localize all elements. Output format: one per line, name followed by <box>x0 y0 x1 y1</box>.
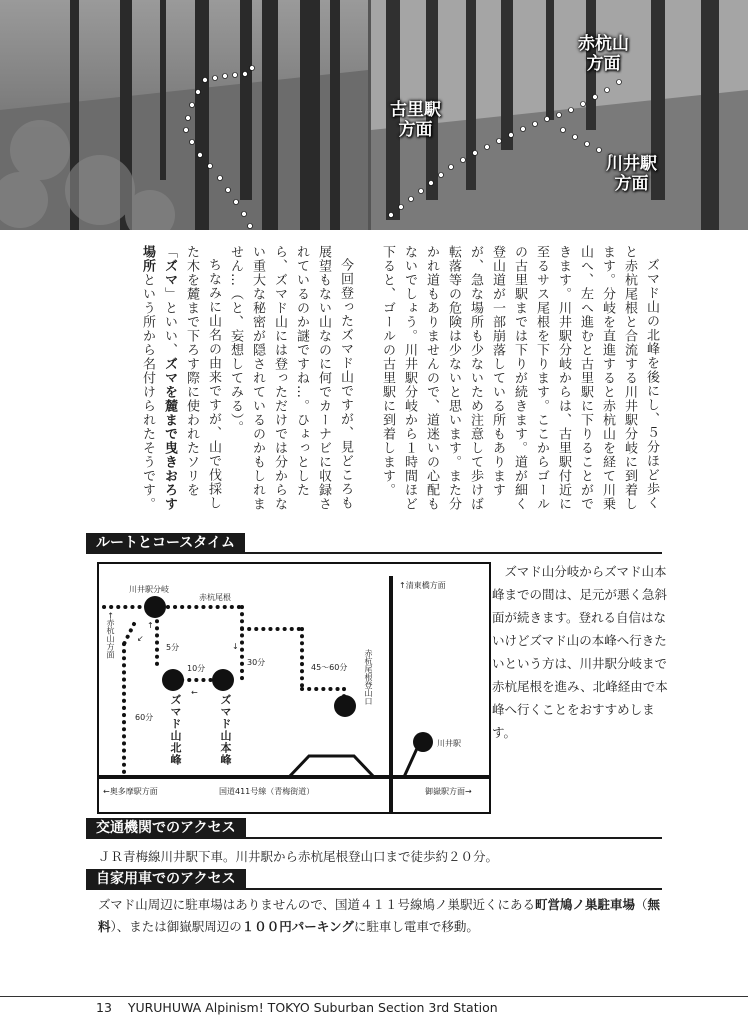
label-kawai: 川井駅 方面 <box>606 154 657 194</box>
route-map <box>97 562 491 814</box>
label-akakuiyama: 赤杭山 方面 <box>578 34 629 74</box>
map-label-kiyohigashi: ↑清東橋方面 <box>399 581 446 590</box>
map-label-kitamine: ズマド山北峰 <box>169 694 182 766</box>
footer-title: YURUHUWA Alpinism! TOKYO Suburban Section 3rd Station <box>127 1000 498 1015</box>
map-arrow-diag: ↙ <box>137 634 144 643</box>
map-time-5: 5分 <box>166 643 180 652</box>
map-label-kawai-station: 川井駅 <box>437 739 461 748</box>
body-column-1 <box>362 245 662 515</box>
map-time-60: 60分 <box>135 713 154 722</box>
body-paragraph: ちなみに山名の由来ですが、山で伐採した木を麓まで下ろす際に使われたソリを「ズマ」といい、ズマを麓まで曳きおろす場所という所から名付けられたそうです。 <box>140 245 221 511</box>
access-header: 交通機関でのアクセス <box>86 818 246 838</box>
page-number: 13 <box>96 1000 112 1015</box>
map-arrow-down: ↓ <box>232 642 239 651</box>
map-label-akakuiyama-dir: ←赤杭山方面 <box>106 612 115 659</box>
forest-photo-left <box>0 0 368 230</box>
body-column-2 <box>86 245 356 515</box>
body-paragraph: ズマド山の北峰を後にし、５分ほど歩くと赤杭尾根と合流する川井駅分岐に到着します。分岐を直進すると赤杭山を経て川乗山へ、左へ進むと古里駅に下りることができます。川井駅分岐からは、古里駅付近に至るサス尾根を下ります。ここからゴールの古里駅までは下りが続きます。道が細く登山道が一部崩落している所もありますが、急な場所も少ないため注意して歩けば転落等の危険は少ないと思います。また分かれ道もありませんので、道迷いの心配もないでしょう。川井駅分岐から１時間ほど下ると、ゴールの古里駅に到着します。 <box>380 245 659 511</box>
access-text: ＪＲ青梅線川井駅下車。川井駅から赤杭尾根登山口まで徒歩約２０分。 <box>98 849 499 864</box>
map-arrow-left: ← <box>191 688 198 697</box>
photo-strip <box>0 0 748 230</box>
footer <box>96 1000 498 1015</box>
map-time-45: 45～60分 <box>311 663 348 672</box>
map-label-okutama: ←奥多摩駅方面 <box>103 787 158 796</box>
car-text: ズマド山周辺に駐車場はありませんので、国道４１１号線鳩ノ巣駅近くにある町営鳩ノ巣駐車場（無料）、または御嶽駅周辺の１００円パーキングに駐車し電車で移動。 <box>98 897 661 934</box>
map-label-akakui-one: 赤杭尾根 <box>199 593 231 602</box>
route-header: ルートとコースタイム <box>86 533 245 553</box>
map-time-10: 10分 <box>187 664 206 673</box>
map-label-route411: 国道411号線（青梅街道） <box>219 787 315 796</box>
map-time-30: 30分 <box>247 658 266 667</box>
map-arrow-up: ↑ <box>147 621 154 630</box>
map-label-kawai-bunki: 川井駅分岐 <box>129 585 169 594</box>
car-header: 自家用車でのアクセス <box>86 869 246 889</box>
map-label-mitake: 御嶽駅方面→ <box>425 787 472 796</box>
route-description: ズマド山分岐からズマド山本峰までの間は、足元が悪く急斜面が続きます。登れる自信はないけどズマド山の本峰へ行きたいという方は、川井駅分岐まで赤杭尾根を進み、北峰経由で本峰へ行くことをおすすめします。 <box>492 564 668 740</box>
body-paragraph: 今回登ったズマド山ですが、見どころも展望もない山なのに何でカーナビに収録されているのか謎ですね…。ひょっとしたら、ズマド山には登っただけでは分からない重大な秘密が隠されているのかもしれません…（と、妄想してみる）。 <box>228 245 353 511</box>
map-label-tozanguchi: 赤杭尾根登山口 <box>364 649 373 705</box>
label-furusato: 古里駅 方面 <box>390 100 441 140</box>
footer-rule <box>0 996 748 997</box>
map-label-honmine: ズマド山本峰 <box>219 694 232 766</box>
